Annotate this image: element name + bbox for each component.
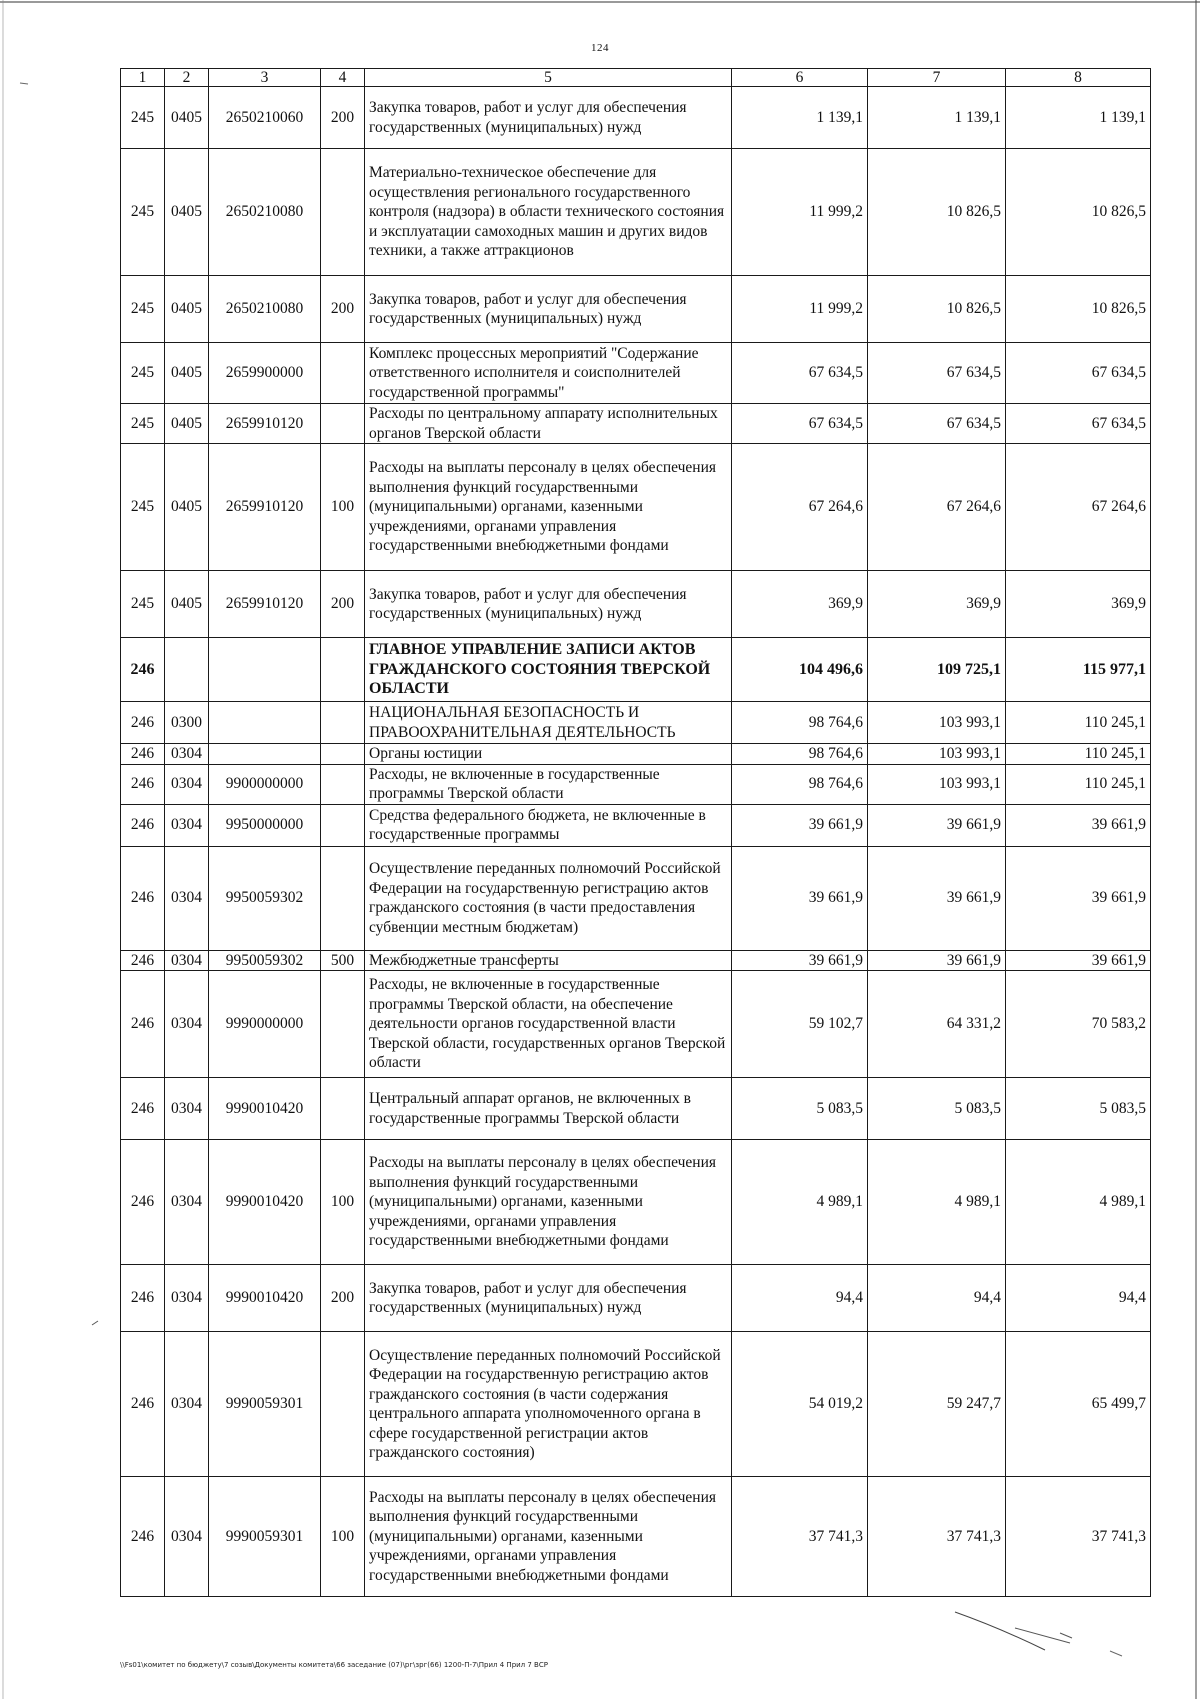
target-article-cell: 9900000000	[209, 764, 321, 804]
amount-year-2-cell: 94,4	[868, 1265, 1006, 1332]
col-header-1: 1	[121, 69, 165, 87]
amount-year-1-cell: 98 764,6	[732, 764, 868, 804]
expense-type-cell: 100	[321, 1477, 365, 1597]
amount-year-1-cell: 94,4	[732, 1265, 868, 1332]
amount-year-2-cell: 39 661,9	[868, 804, 1006, 846]
table-row	[121, 971, 1151, 1078]
col-header-7: 7	[868, 69, 1006, 87]
description-cell: Комплекс процессных мероприятий "Содержание ответственного исполнителя и соисполнителей государственной программы"	[365, 343, 732, 404]
amount-year-2-cell: 1 139,1	[868, 87, 1006, 149]
amount-year-1-cell: 11 999,2	[732, 149, 868, 276]
table-row	[121, 87, 1151, 149]
target-article-cell: 2650210080	[209, 276, 321, 343]
description-cell: Средства федерального бюджета, не включенные в государственные программы	[365, 804, 732, 846]
description-cell: Расходы по центральному аппарату исполнительных органов Тверской области	[365, 404, 732, 444]
ministry-code-cell: 246	[121, 638, 165, 702]
amount-year-3-cell: 39 661,9	[1006, 804, 1151, 846]
description-cell: НАЦИОНАЛЬНАЯ БЕЗОПАСНОСТЬ И ПРАВООХРАНИТЕЛЬНАЯ ДЕЯТЕЛЬНОСТЬ	[365, 702, 732, 744]
target-article-cell	[209, 638, 321, 702]
description-cell: Центральный аппарат органов, не включенных в государственные программы Тверской области	[365, 1078, 732, 1140]
scan-stroke-5	[92, 1321, 98, 1325]
amount-year-1-cell: 39 661,9	[732, 804, 868, 846]
section-code-cell: 0304	[165, 1477, 209, 1597]
expense-type-cell: 100	[321, 444, 365, 571]
section-code-cell: 0405	[165, 571, 209, 638]
expense-type-cell	[321, 702, 365, 744]
table-row	[121, 744, 1151, 765]
target-article-cell	[209, 744, 321, 765]
ministry-code-cell: 246	[121, 971, 165, 1078]
expense-type-cell	[321, 1332, 365, 1477]
table-row	[121, 1477, 1151, 1597]
section-code-cell: 0405	[165, 444, 209, 571]
section-code-cell: 0405	[165, 343, 209, 404]
expense-type-cell	[321, 343, 365, 404]
ministry-code-cell: 246	[121, 1140, 165, 1265]
amount-year-3-cell: 5 083,5	[1006, 1078, 1151, 1140]
amount-year-3-cell: 10 826,5	[1006, 149, 1151, 276]
expense-type-cell: 200	[321, 87, 365, 149]
description-cell: Расходы на выплаты персоналу в целях обеспечения выполнения функций государственными (муниципальными) органами, казенными учреждениями, органами управления государственными внебюджетными фондами	[365, 444, 732, 571]
footer-file-path: \\Fs01\комитет по бюджету\7 созыв\Документы комитета\66 заседание (07)\рг\зрг(66) 1200-П-7\Прил 4 Прил 7 ВСР	[120, 1661, 548, 1669]
table-row	[121, 444, 1151, 571]
table-header-row	[121, 69, 1151, 87]
target-article-cell	[209, 702, 321, 744]
amount-year-3-cell: 67 634,5	[1006, 343, 1151, 404]
scan-stroke-2	[1015, 1628, 1070, 1643]
scan-stroke-3	[1060, 1633, 1072, 1638]
amount-year-2-cell: 10 826,5	[868, 149, 1006, 276]
ministry-code-cell: 245	[121, 444, 165, 571]
section-code-cell: 0405	[165, 87, 209, 149]
amount-year-2-cell: 37 741,3	[868, 1477, 1006, 1597]
page-number: 124	[591, 42, 609, 54]
target-article-cell: 2659900000	[209, 343, 321, 404]
amount-year-3-cell: 110 245,1	[1006, 764, 1151, 804]
description-cell: Закупка товаров, работ и услуг для обеспечения государственных (муниципальных) нужд	[365, 276, 732, 343]
amount-year-3-cell: 110 245,1	[1006, 744, 1151, 765]
amount-year-1-cell: 67 264,6	[732, 444, 868, 571]
target-article-cell: 9990059301	[209, 1477, 321, 1597]
description-cell: Закупка товаров, работ и услуг для обеспечения государственных (муниципальных) нужд	[365, 1265, 732, 1332]
amount-year-3-cell: 10 826,5	[1006, 276, 1151, 343]
amount-year-1-cell: 37 741,3	[732, 1477, 868, 1597]
amount-year-2-cell: 67 634,5	[868, 343, 1006, 404]
scan-stroke-1	[955, 1612, 1045, 1650]
amount-year-2-cell: 109 725,1	[868, 638, 1006, 702]
amount-year-3-cell: 37 741,3	[1006, 1477, 1151, 1597]
col-header-6: 6	[732, 69, 868, 87]
amount-year-3-cell: 65 499,7	[1006, 1332, 1151, 1477]
section-code-cell: 0304	[165, 1140, 209, 1265]
amount-year-2-cell: 5 083,5	[868, 1078, 1006, 1140]
amount-year-3-cell: 110 245,1	[1006, 702, 1151, 744]
table-row	[121, 1140, 1151, 1265]
ministry-code-cell: 246	[121, 764, 165, 804]
section-code-cell	[165, 638, 209, 702]
table-row	[121, 846, 1151, 950]
description-cell: Органы юстиции	[365, 744, 732, 765]
section-code-cell: 0304	[165, 764, 209, 804]
col-header-3: 3	[209, 69, 321, 87]
ministry-code-cell: 246	[121, 950, 165, 971]
expense-type-cell	[321, 846, 365, 950]
amount-year-2-cell: 67 634,5	[868, 404, 1006, 444]
amount-year-2-cell: 67 264,6	[868, 444, 1006, 571]
amount-year-2-cell: 10 826,5	[868, 276, 1006, 343]
budget-table	[120, 68, 1151, 1597]
expense-type-cell	[321, 638, 365, 702]
table-row	[121, 702, 1151, 744]
col-header-4: 4	[321, 69, 365, 87]
target-article-cell: 2659910120	[209, 444, 321, 571]
ministry-code-cell: 245	[121, 404, 165, 444]
amount-year-3-cell: 369,9	[1006, 571, 1151, 638]
section-code-cell: 0304	[165, 744, 209, 765]
amount-year-2-cell: 103 993,1	[868, 764, 1006, 804]
amount-year-1-cell: 369,9	[732, 571, 868, 638]
section-code-cell: 0304	[165, 971, 209, 1078]
ministry-code-cell: 245	[121, 571, 165, 638]
target-article-cell: 2659910120	[209, 571, 321, 638]
expense-type-cell: 200	[321, 571, 365, 638]
expense-type-cell	[321, 764, 365, 804]
expense-type-cell	[321, 804, 365, 846]
section-code-cell: 0304	[165, 804, 209, 846]
amount-year-1-cell: 67 634,5	[732, 404, 868, 444]
ministry-code-cell: 245	[121, 87, 165, 149]
description-cell: Расходы на выплаты персоналу в целях обеспечения выполнения функций государственными (муниципальными) органами, казенными учреждениями, органами управления государственными внебюджетными фондами	[365, 1140, 732, 1265]
amount-year-2-cell: 4 989,1	[868, 1140, 1006, 1265]
target-article-cell: 2659910120	[209, 404, 321, 444]
amount-year-1-cell: 104 496,6	[732, 638, 868, 702]
section-code-cell: 0405	[165, 276, 209, 343]
target-article-cell: 2650210080	[209, 149, 321, 276]
target-article-cell: 9950000000	[209, 804, 321, 846]
expense-type-cell	[321, 1078, 365, 1140]
amount-year-3-cell: 115 977,1	[1006, 638, 1151, 702]
description-cell: ГЛАВНОЕ УПРАВЛЕНИЕ ЗАПИСИ АКТОВ ГРАЖДАНСКОГО СОСТОЯНИЯ ТВЕРСКОЙ ОБЛАСТИ	[365, 638, 732, 702]
col-header-8: 8	[1006, 69, 1151, 87]
expense-type-cell: 100	[321, 1140, 365, 1265]
amount-year-1-cell: 11 999,2	[732, 276, 868, 343]
amount-year-3-cell: 67 264,6	[1006, 444, 1151, 571]
amount-year-1-cell: 54 019,2	[732, 1332, 868, 1477]
amount-year-3-cell: 39 661,9	[1006, 950, 1151, 971]
amount-year-2-cell: 103 993,1	[868, 744, 1006, 765]
table-row	[121, 764, 1151, 804]
ministry-code-cell: 246	[121, 744, 165, 765]
col-header-5: 5	[365, 69, 732, 87]
table-row	[121, 1332, 1151, 1477]
table-row	[121, 638, 1151, 702]
target-article-cell: 2650210060	[209, 87, 321, 149]
table-row	[121, 149, 1151, 276]
target-article-cell: 9990010420	[209, 1078, 321, 1140]
scan-stroke-6	[20, 83, 28, 84]
amount-year-3-cell: 94,4	[1006, 1265, 1151, 1332]
description-cell: Закупка товаров, работ и услуг для обеспечения государственных (муниципальных) нужд	[365, 571, 732, 638]
target-article-cell: 9990059301	[209, 1332, 321, 1477]
expense-type-cell: 500	[321, 950, 365, 971]
table-row	[121, 804, 1151, 846]
section-code-cell: 0405	[165, 404, 209, 444]
section-code-cell: 0304	[165, 846, 209, 950]
section-code-cell: 0304	[165, 1078, 209, 1140]
table-row	[121, 950, 1151, 971]
amount-year-1-cell: 98 764,6	[732, 744, 868, 765]
ministry-code-cell: 246	[121, 702, 165, 744]
table-row	[121, 343, 1151, 404]
table-row	[121, 1078, 1151, 1140]
amount-year-2-cell: 369,9	[868, 571, 1006, 638]
ministry-code-cell: 245	[121, 276, 165, 343]
expense-type-cell	[321, 971, 365, 1078]
description-cell: Межбюджетные трансферты	[365, 950, 732, 971]
description-cell: Расходы на выплаты персоналу в целях обеспечения выполнения функций государственными (муниципальными) органами, казенными учреждениями, органами управления государственными внебюджетными фондами	[365, 1477, 732, 1597]
description-cell: Материально-техническое обеспечение для осуществления регионального государственного контроля (надзора) в области технического состояния и эксплуатации самоходных машин и других видов техники, а также аттракционов	[365, 149, 732, 276]
amount-year-2-cell: 64 331,2	[868, 971, 1006, 1078]
target-article-cell: 9950059302	[209, 950, 321, 971]
ministry-code-cell: 246	[121, 1265, 165, 1332]
expense-type-cell: 200	[321, 1265, 365, 1332]
section-code-cell: 0304	[165, 1265, 209, 1332]
amount-year-3-cell: 4 989,1	[1006, 1140, 1151, 1265]
table-body	[121, 87, 1151, 1597]
amount-year-1-cell: 4 989,1	[732, 1140, 868, 1265]
col-header-2: 2	[165, 69, 209, 87]
target-article-cell: 9990010420	[209, 1265, 321, 1332]
amount-year-2-cell: 39 661,9	[868, 846, 1006, 950]
table-row	[121, 1265, 1151, 1332]
expense-type-cell: 200	[321, 276, 365, 343]
amount-year-1-cell: 59 102,7	[732, 971, 868, 1078]
amount-year-2-cell: 103 993,1	[868, 702, 1006, 744]
ministry-code-cell: 245	[121, 343, 165, 404]
ministry-code-cell: 246	[121, 1332, 165, 1477]
description-cell: Осуществление переданных полномочий Российской Федерации на государственную регистрацию актов гражданского состояния (в части предоставления субвенции местным бюджетам)	[365, 846, 732, 950]
ministry-code-cell: 246	[121, 804, 165, 846]
table-row	[121, 571, 1151, 638]
amount-year-3-cell: 1 139,1	[1006, 87, 1151, 149]
amount-year-1-cell: 67 634,5	[732, 343, 868, 404]
amount-year-2-cell: 39 661,9	[868, 950, 1006, 971]
amount-year-3-cell: 70 583,2	[1006, 971, 1151, 1078]
amount-year-1-cell: 98 764,6	[732, 702, 868, 744]
section-code-cell: 0304	[165, 950, 209, 971]
expense-type-cell	[321, 404, 365, 444]
amount-year-1-cell: 39 661,9	[732, 846, 868, 950]
target-article-cell: 9950059302	[209, 846, 321, 950]
ministry-code-cell: 246	[121, 1078, 165, 1140]
table-row	[121, 276, 1151, 343]
amount-year-3-cell: 67 634,5	[1006, 404, 1151, 444]
ministry-code-cell: 245	[121, 149, 165, 276]
ministry-code-cell: 246	[121, 846, 165, 950]
amount-year-1-cell: 39 661,9	[732, 950, 868, 971]
description-cell: Закупка товаров, работ и услуг для обеспечения государственных (муниципальных) нужд	[365, 87, 732, 149]
amount-year-3-cell: 39 661,9	[1006, 846, 1151, 950]
amount-year-1-cell: 1 139,1	[732, 87, 868, 149]
section-code-cell: 0304	[165, 1332, 209, 1477]
expense-type-cell	[321, 149, 365, 276]
section-code-cell: 0300	[165, 702, 209, 744]
amount-year-1-cell: 5 083,5	[732, 1078, 868, 1140]
scan-stroke-4	[1110, 1651, 1122, 1656]
target-article-cell: 9990000000	[209, 971, 321, 1078]
section-code-cell: 0405	[165, 149, 209, 276]
target-article-cell: 9990010420	[209, 1140, 321, 1265]
expense-type-cell	[321, 744, 365, 765]
table-row	[121, 404, 1151, 444]
amount-year-2-cell: 59 247,7	[868, 1332, 1006, 1477]
description-cell: Расходы, не включенные в государственные программы Тверской области	[365, 764, 732, 804]
description-cell: Расходы, не включенные в государственные программы Тверской области, на обеспечение деятельности органов государственной власти Тверской области, государственных органов Тверской области	[365, 971, 732, 1078]
description-cell: Осуществление переданных полномочий Российской Федерации на государственную регистрацию актов гражданского состояния (в части содержания центрального аппарата уполномоченного органа в сфере государственной регистрации актов гражданского состояния)	[365, 1332, 732, 1477]
ministry-code-cell: 246	[121, 1477, 165, 1597]
